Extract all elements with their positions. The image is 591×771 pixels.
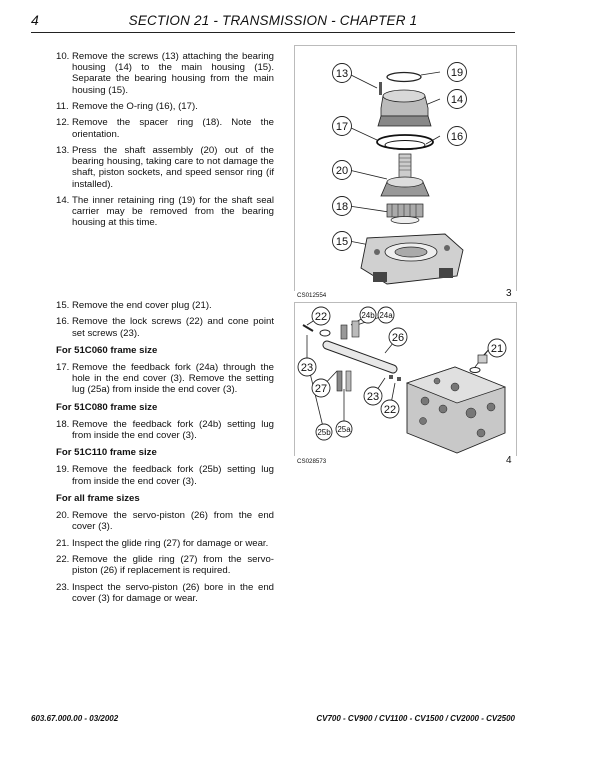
step-number: 12. <box>56 117 70 129</box>
step-text: Remove the lock screws (22) and cone point set screws (23). <box>72 316 274 339</box>
step-item <box>56 195 274 229</box>
callout-16: 16 <box>450 131 464 143</box>
step-number: 21. <box>56 537 70 549</box>
callout-14: 14 <box>450 94 464 106</box>
callout-25b: 25b <box>317 428 331 437</box>
figure-4-number: 4 <box>506 455 512 466</box>
step-text: Remove the end cover plug (21). <box>72 300 212 311</box>
callout-24b: 24b <box>361 311 375 320</box>
page-header <box>31 10 515 33</box>
step-text: Remove the glide ring (27) from the servo-piston (26) if replacement is required. <box>72 554 274 577</box>
callout-13: 13 <box>335 68 349 80</box>
subheading-51c080: For 51C080 frame size <box>56 401 158 413</box>
step-item <box>56 101 274 112</box>
subheading-all-frames: For all frame sizes <box>56 492 140 504</box>
step-item <box>56 582 274 604</box>
step-item <box>56 145 274 190</box>
step-number: 19. <box>56 464 70 476</box>
figure-4 <box>294 302 517 456</box>
step-number: 20. <box>56 510 70 522</box>
step-item <box>56 51 274 96</box>
step-number: 14. <box>56 194 70 206</box>
step-item <box>56 554 274 576</box>
callout-25a: 25a <box>337 425 351 434</box>
step-text: Inspect the glide ring (27) for damage or wear. <box>72 537 269 549</box>
figure-3-number: 3 <box>506 288 512 299</box>
figure-3 <box>294 45 517 291</box>
step-item <box>56 362 274 396</box>
step-text: Press the shaft assembly (20) out of the bearing housing, taking care to not damage the shaft, piston sockets, and speed sensor ring (if installed). <box>72 144 274 190</box>
steps-block-1 <box>56 51 274 234</box>
step-text: Remove the feedback fork (24b) setting lug from inside the end cover (3). <box>72 418 274 442</box>
callout-22: 22 <box>314 311 328 323</box>
step-text: Remove the screws (13) attaching the bearing housing (14) to the main housing (15). Separate the bearing housing from the main housing (15). <box>72 51 274 96</box>
step-number: 22. <box>56 554 70 566</box>
callout-23-b: 23 <box>366 391 380 403</box>
subheading-51c110: For 51C110 frame size <box>56 447 157 459</box>
end-cover-exploded-illustration <box>295 303 516 456</box>
callout-27: 27 <box>314 383 328 395</box>
step-text: The inner retaining ring (19) for the shaft seal carrier may be removed from the bearing housing at this time. <box>72 194 274 229</box>
step-text: Remove the O-ring (16), (17). <box>72 101 198 112</box>
step-text: Remove the feedback fork (24a) through the hole in the end cover (3). Remove the setting lug (25a) from inside the end cover (3). <box>72 362 274 396</box>
step-item <box>56 300 274 311</box>
step-number: 10. <box>56 51 70 62</box>
steps-block-2 <box>56 300 274 609</box>
callout-26: 26 <box>391 332 405 344</box>
callout-24a: 24a <box>379 311 393 320</box>
callout-18: 18 <box>335 201 349 213</box>
callout-20: 20 <box>335 165 349 177</box>
figure-3-code: CS012554 <box>297 292 327 299</box>
bearing-housing-exploded-illustration <box>295 46 516 291</box>
step-number: 16. <box>56 316 70 328</box>
step-number: 23. <box>56 581 70 593</box>
step-number: 11. <box>56 101 69 112</box>
callout-23: 23 <box>300 362 314 374</box>
step-text: Remove the feedback fork (25b) setting lug from inside the end cover (3). <box>72 464 274 487</box>
callout-21: 21 <box>490 343 504 355</box>
step-text: Inspect the servo-piston (26) bore in the end cover (3) for damage or wear. <box>72 581 274 604</box>
page-number: 4 <box>31 12 39 28</box>
step-text: Remove the servo-piston (26) from the end cover (3). <box>72 510 274 533</box>
subheading-51c060: For 51C060 frame size <box>56 344 158 356</box>
step-item <box>56 316 274 338</box>
footer-doc-number: 603.67.000.00 - 03/2002 <box>31 714 119 723</box>
step-text: Remove the spacer ring (18). Note the orientation. <box>72 117 274 140</box>
callout-22-b: 22 <box>383 404 397 416</box>
callout-19: 19 <box>450 67 464 79</box>
step-item <box>56 117 274 139</box>
step-number: 17. <box>56 362 70 373</box>
step-number: 13. <box>56 144 70 156</box>
figure-4-code: CS028573 <box>297 458 327 465</box>
step-item <box>56 464 274 486</box>
step-number: 15. <box>56 300 70 311</box>
step-item <box>56 419 274 441</box>
section-title: SECTION 21 - TRANSMISSION - CHAPTER 1 <box>128 13 418 28</box>
step-item <box>56 538 274 549</box>
callout-17: 17 <box>335 121 349 133</box>
callout-15: 15 <box>335 236 349 248</box>
step-number: 18. <box>56 418 70 430</box>
footer-models: CV700 - CV900 / CV1100 - CV1500 / CV2000 - CV2500 <box>316 714 515 723</box>
step-item <box>56 510 274 532</box>
